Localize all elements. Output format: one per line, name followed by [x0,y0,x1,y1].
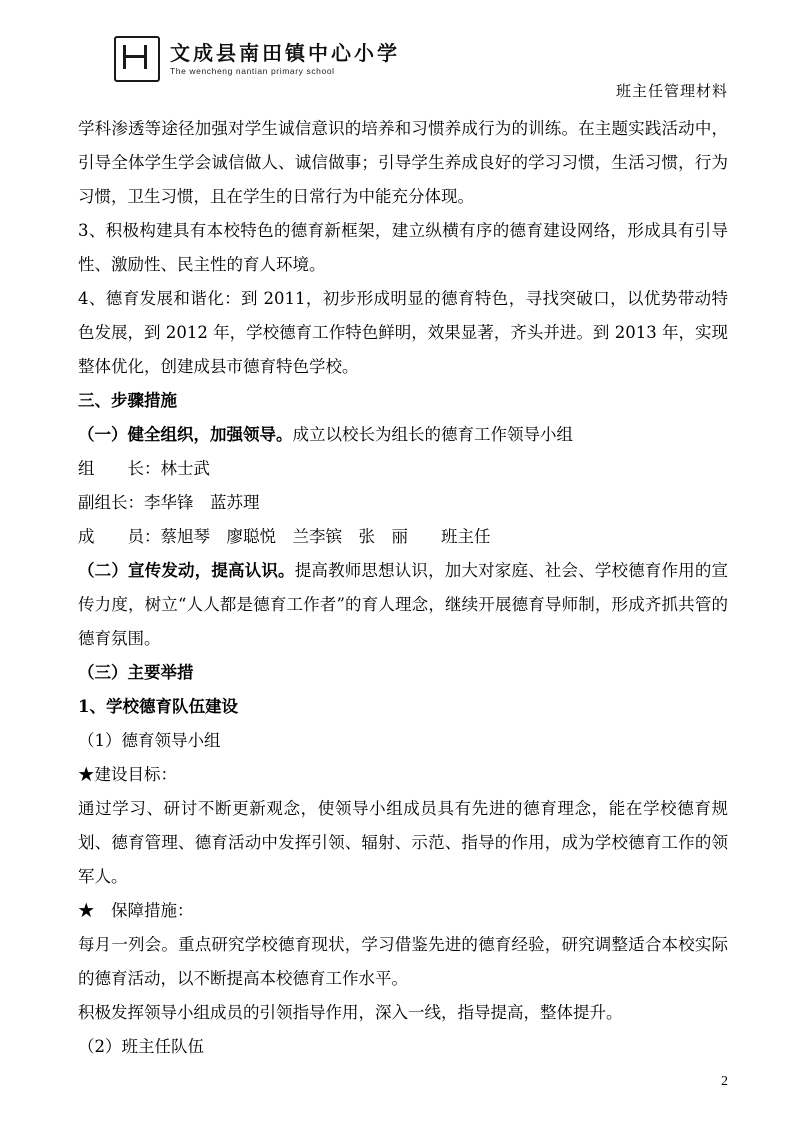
school-name-cn: 文成县南田镇中心小学 [170,40,400,65]
goal-text: 通过学习、研讨不断更新观念，使领导小组成员具有先进的德育理念，能在学校德育规划、德育管理、德育活动中发挥引领、辐射、示范、指导的作用，成为学校德育工作的领军人。 [78,799,728,886]
school-emblem-icon [114,36,160,82]
school-name-en: The wencheng nantian primary school [170,65,335,76]
members-line: 成 员：蔡旭琴 廖聪悦 兰李镔 张 丽 班主任 [78,527,491,546]
subsection-1 [78,418,728,452]
subsection-2 [78,554,728,656]
paragraph-item-3: 3、积极构建具有本校特色的德育新框架，建立纵横有序的德育建设网络，形成具有引导性、激励性、民主性的育人环境。 [78,221,728,274]
subsection-1-title: （一）健全组织，加强领导。 [78,425,293,444]
group-leader-line: 组 长：林士武 [78,459,210,478]
page-header [78,36,728,110]
item-1-title: 1、学校德育队伍建设 [78,697,238,716]
page-number: 2 [721,1074,728,1089]
subsection-2-text: 提高教师思想认识，加大对家庭、社会、学校德育作用的宣传力度，树立“人人都是德育工作者”的育人理念，继续开展德育导师制，形成齐抓共管的德育氛围。 [78,561,729,648]
document-label: 班主任管理材料 [615,82,728,100]
paragraph-top: 学科渗透等途径加强对学生诚信意识的培养和习惯养成行为的训练。在主题实践活动中，引导全体学生学会诚信做人、诚信做事；引导学生养成良好的学习习惯，生活习惯，行为习惯，卫生习惯，且在学生的日常行为中能充分体现。 [78,119,728,206]
star-goal-label: ★建设目标： [78,765,177,784]
item-1-1: （1）德育领导小组 [78,731,221,750]
section-heading-3: 三、步骤措施 [78,391,177,410]
measure-text-1: 每月一列会。重点研究学校德育现状，学习借鉴先进的德育经验，研究调整适合本校实际的德育活动，以不断提高本校德育工作水平。 [78,935,728,988]
deputy-leader-line: 副组长：李华锋 蓝苏理 [78,493,260,512]
subsection-2-title: （二）宣传发动，提高认识。 [78,561,295,580]
star-measure-label: ★ 保障措施： [78,901,194,920]
school-logo [78,36,728,82]
subsection-3-title: （三）主要举措 [78,663,194,682]
school-logo-text [170,40,400,76]
paragraph-item-4: 4、德育发展和谐化：到 2011，初步形成明显的德育特色，寻找突破口，以优势带动特色发展，到 2012 年，学校德育工作特色鲜明，效果显著，齐头并进。到 2013 年，实现整体优化，创建成县市德育特色学校。 [78,289,728,376]
item-1-2: （2）班主任队伍 [78,1037,204,1056]
measure-text-2: 积极发挥领导小组成员的引领指导作用，深入一线，指导提高，整体提升。 [78,1003,623,1022]
document-body [78,112,728,1064]
subsection-1-text: 成立以校长为组长的德育工作领导小组 [292,425,573,444]
